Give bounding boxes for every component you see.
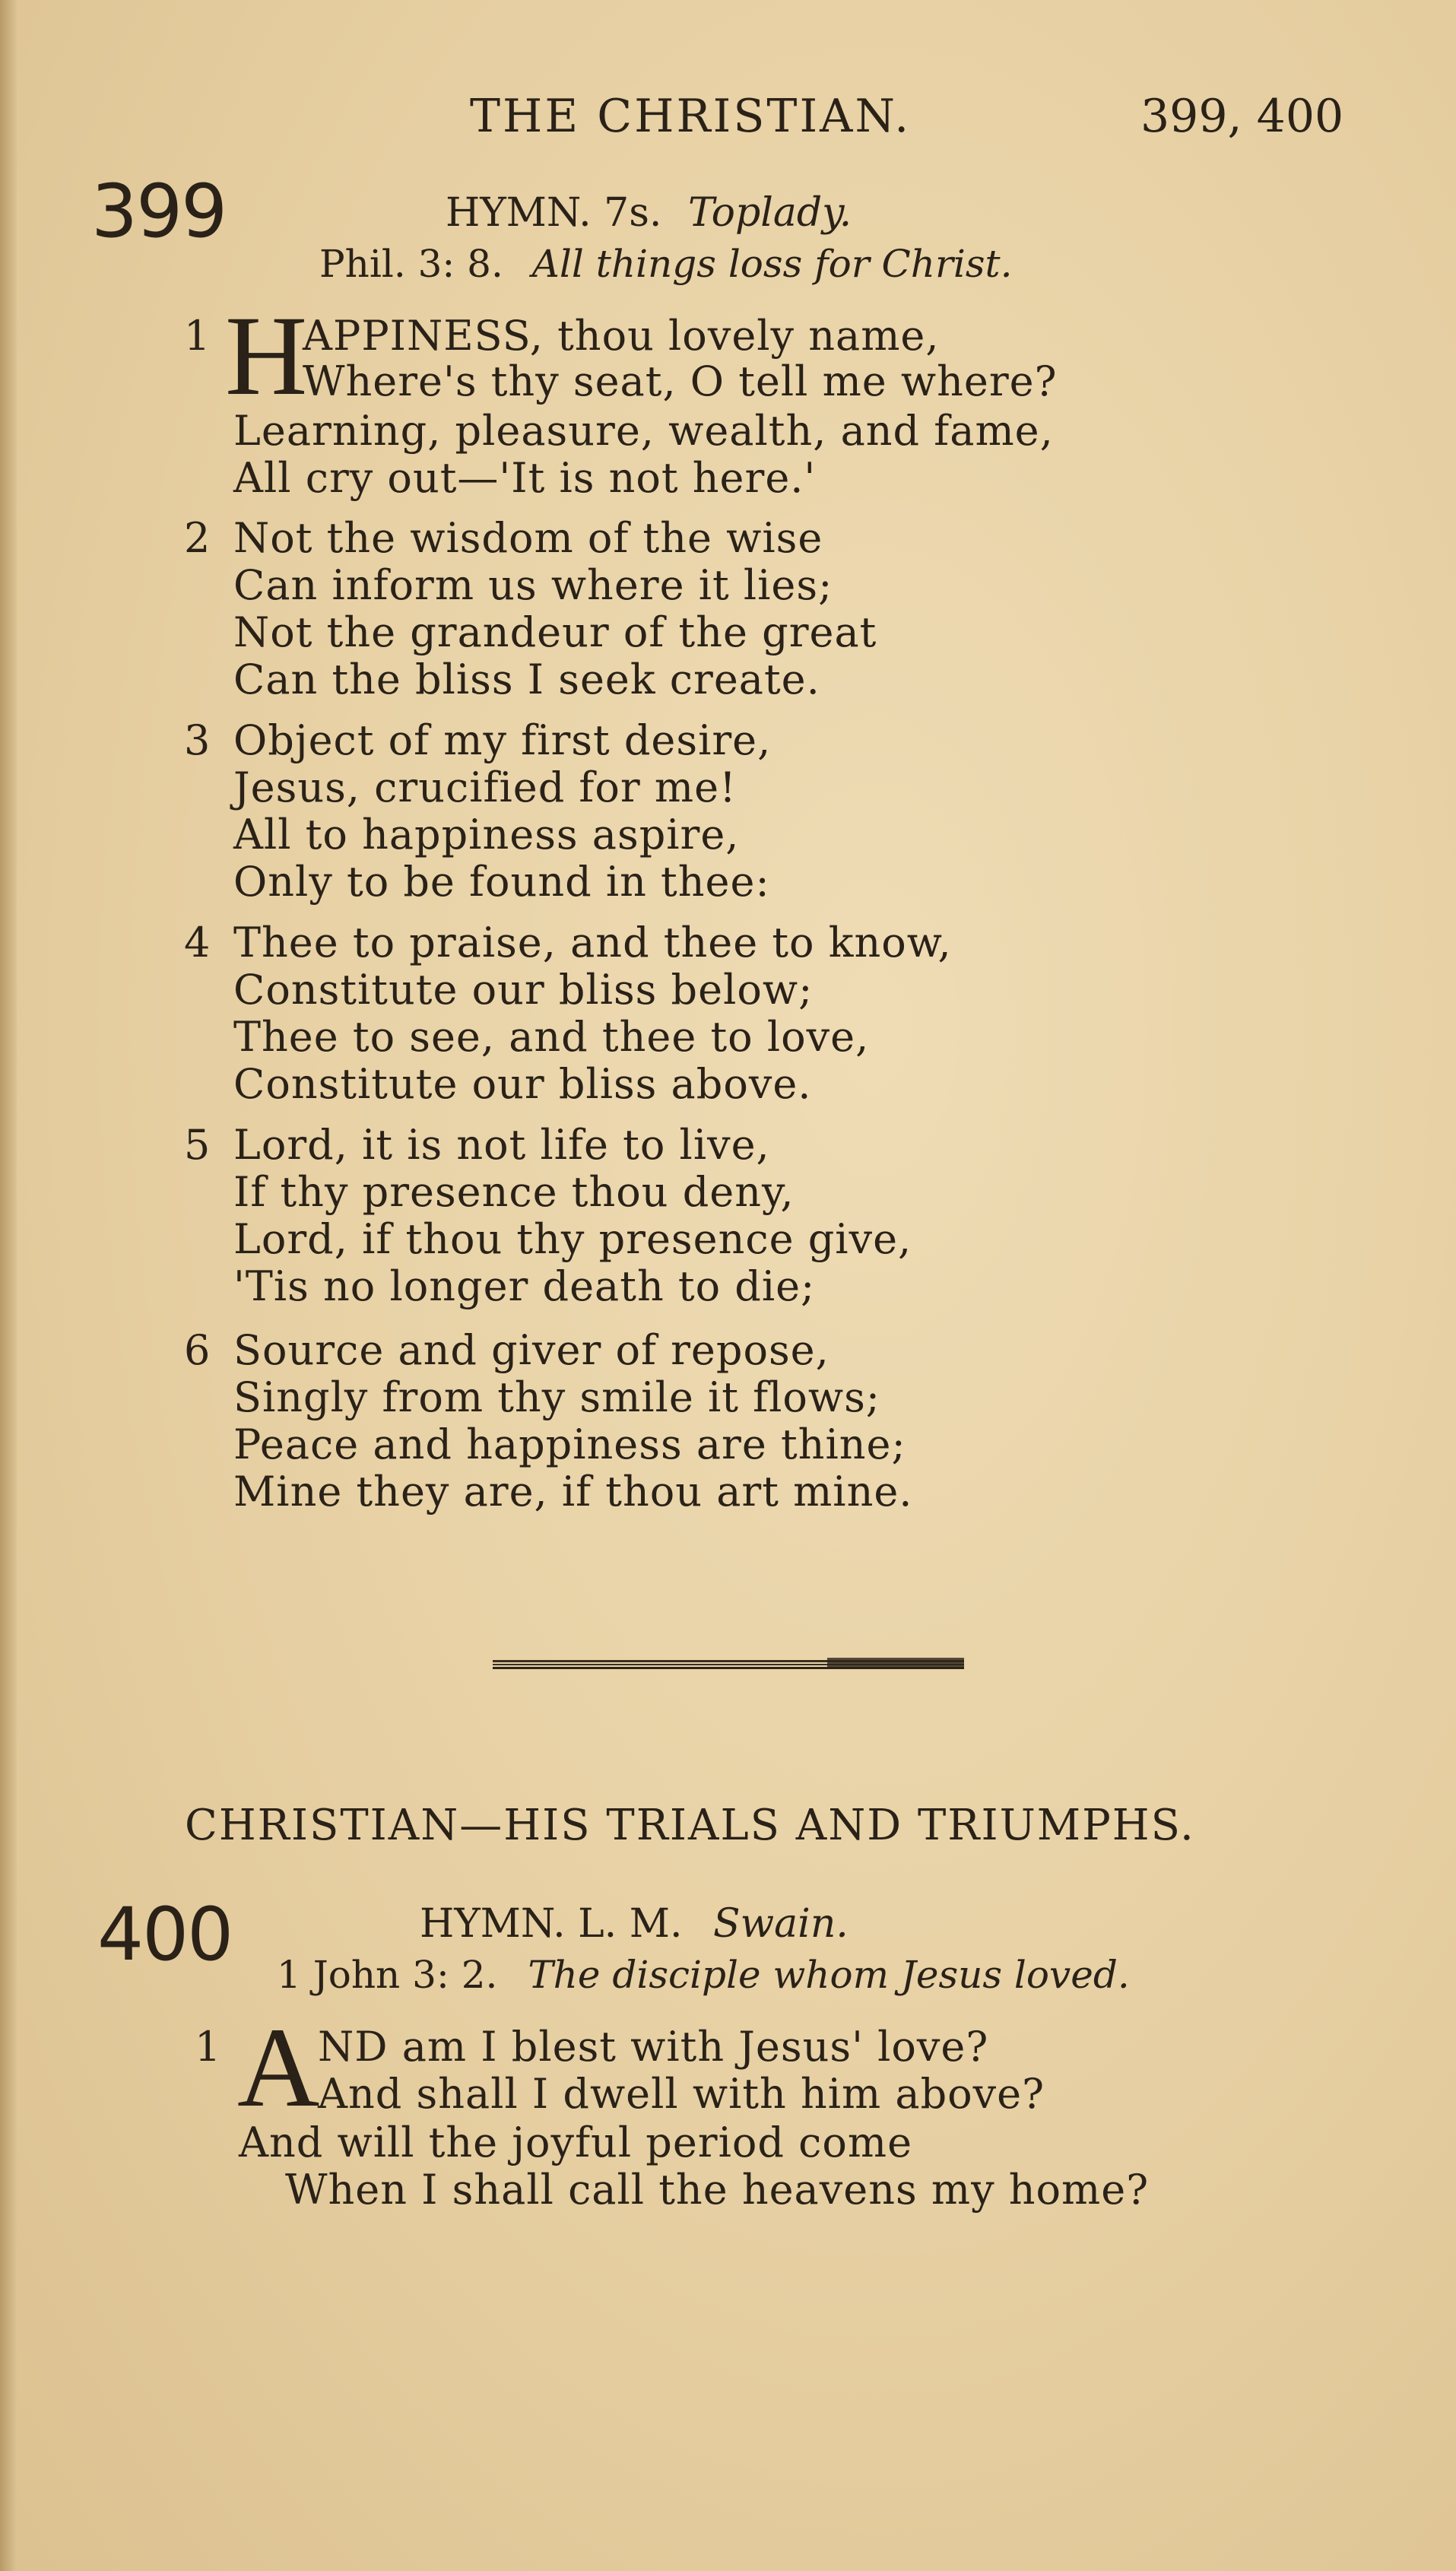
verse-line: Jesus, crucified for me!	[233, 763, 737, 811]
verse-number: 5	[184, 1121, 211, 1169]
verse-line: Not the grandeur of the great	[233, 608, 877, 656]
running-head-title: THE CHRISTIAN.	[470, 90, 912, 143]
hymn-399-reference	[319, 242, 1013, 286]
verse-line: When I shall call the heavens my home?	[285, 2166, 1150, 2214]
verse-line: Can the bliss I seek create.	[233, 655, 820, 703]
verse-number: 3	[184, 716, 211, 764]
verse-line: Mine they are, if thou art mine.	[233, 1468, 913, 1516]
verse-number: 2	[184, 514, 211, 562]
verse-line: Where's thy seat, O tell me where?	[303, 357, 1058, 405]
verse-line: And will the joyful period come	[239, 2119, 913, 2166]
hymn-399-scripture: Phil. 3: 8.	[319, 242, 503, 286]
page-binding-edge	[0, 0, 17, 2571]
verse-line: Constitute our bliss above.	[233, 1060, 812, 1108]
hymn-400-meter	[420, 1901, 849, 1947]
hymn-399-theme: All things loss for Christ.	[531, 242, 1013, 286]
verse-line: All cry out—'It is not here.'	[233, 454, 817, 502]
verse-number: 6	[184, 1326, 211, 1374]
section-title: CHRISTIAN—HIS TRIALS AND TRIUMPHS.	[185, 1801, 1195, 1850]
verse-line: Can inform us where it lies;	[233, 561, 833, 609]
verse-line: Lord, if thou thy presence give,	[233, 1215, 912, 1263]
hymn-400-author: Swain.	[713, 1901, 849, 1947]
verse-line: Thee to see, and thee to love,	[233, 1013, 870, 1061]
hymn-399-meter	[446, 190, 852, 236]
verse-line: Lord, it is not life to live,	[233, 1121, 770, 1169]
verse-number: 4	[184, 919, 211, 967]
verse-line: Only to be found in thee:	[233, 858, 770, 906]
hymn-399-meter-text: HYMN. 7s.	[446, 190, 662, 236]
hymn-400-number: 400	[97, 1892, 233, 1977]
verse-line: APPINESS, thou lovely name,	[303, 312, 940, 360]
hymn-400-theme: The disciple whom Jesus loved.	[528, 1953, 1130, 1997]
running-head-page-numbers: 399, 400	[1140, 90, 1344, 143]
verse-line: And shall I dwell with him above?	[318, 2070, 1045, 2118]
hymn-400-meter-text: HYMN. L. M.	[420, 1901, 683, 1947]
drop-cap: H	[225, 293, 308, 419]
verse-line: ND am I blest with Jesus' love?	[318, 2023, 989, 2071]
verse-line: Peace and happiness are thine;	[233, 1420, 906, 1468]
verse-line: All to happiness aspire,	[233, 811, 740, 859]
hymn-399-number: 399	[91, 169, 227, 254]
ornamental-rule	[493, 1656, 964, 1670]
hymn-399-author: Toplady.	[687, 190, 852, 236]
verse-line: Not the wisdom of the wise	[233, 514, 823, 562]
verse-line: 'Tis no longer death to die;	[233, 1262, 816, 1310]
verse-line: Thee to praise, and thee to know,	[233, 919, 952, 967]
verse-line: Constitute our bliss below;	[233, 966, 814, 1014]
verse-line: Source and giver of repose,	[233, 1326, 830, 1374]
verse-line: Singly from thy smile it flows;	[233, 1373, 880, 1421]
verse-line: Learning, pleasure, wealth, and fame,	[233, 407, 1054, 455]
verse-line: Object of my first desire,	[233, 716, 772, 764]
hymn-400-reference	[277, 1953, 1130, 1997]
drop-cap: A	[237, 2004, 320, 2131]
verse-number: 1	[184, 312, 211, 360]
verse-number: 1	[195, 2023, 221, 2071]
verse-line: If thy presence thou deny,	[233, 1168, 795, 1216]
hymn-400-scripture: 1 John 3: 2.	[277, 1953, 498, 1997]
